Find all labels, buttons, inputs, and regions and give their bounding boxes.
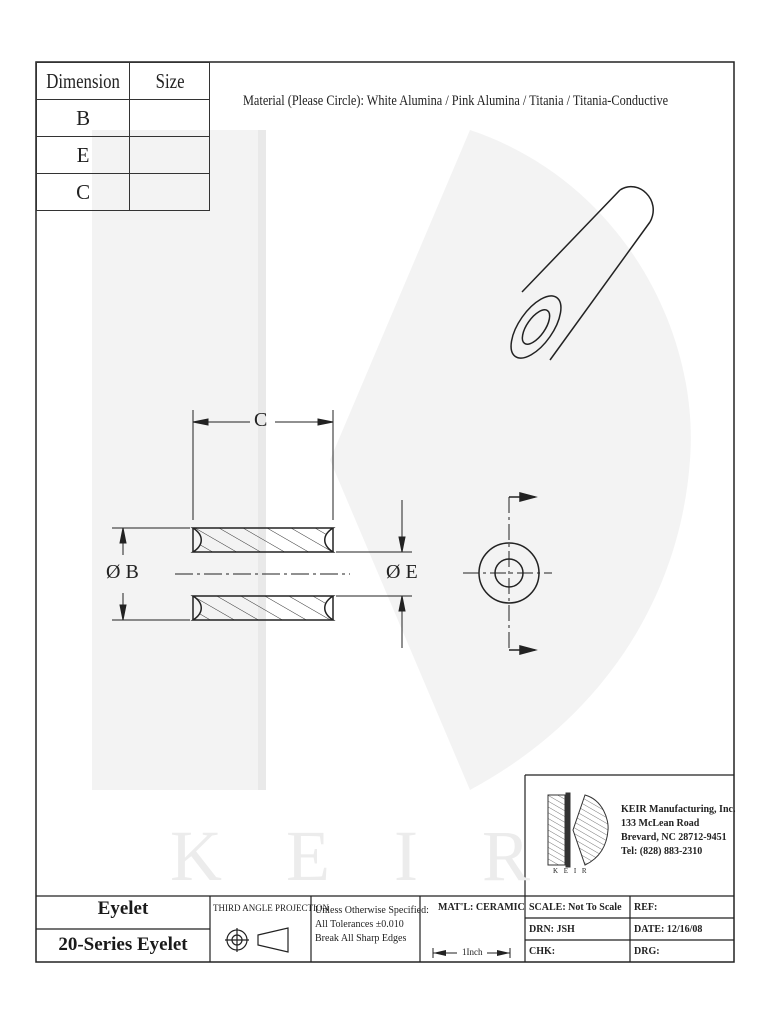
ref-field: REF:: [634, 902, 658, 913]
dimension-cell: B: [37, 100, 130, 137]
size-header: Size: [130, 63, 210, 100]
dimension-c-label: C: [254, 409, 268, 431]
dimension-cell: C: [37, 174, 130, 211]
drawing-title: Eyelet: [97, 898, 149, 919]
watermark-logo: [92, 130, 691, 790]
date-field: DATE: 12/16/08: [634, 924, 703, 935]
drawn-by-field: DRN: JSH: [529, 924, 575, 935]
size-cell[interactable]: [130, 100, 210, 137]
material-spec: MAT'L: CERAMIC: [438, 902, 525, 913]
material-selection[interactable]: Material (Please Circle): White Alumina / Pink Alumina / Titania / Titania-Conductive: [243, 93, 669, 109]
logo-text: K E I R: [553, 867, 589, 875]
checked-by-field: CHK:: [529, 946, 556, 957]
scale-field: SCALE: Not To Scale: [529, 902, 622, 913]
table-row: [37, 174, 210, 211]
size-cell[interactable]: [130, 137, 210, 174]
table-row: [37, 137, 210, 174]
dimension-header: Dimension: [37, 63, 130, 100]
table-row: [37, 100, 210, 137]
watermark-letters: [170, 815, 530, 898]
dimension-table: [36, 62, 210, 211]
watermark-letter: I: [393, 816, 418, 896]
dimension-e-label: Ø E: [386, 561, 418, 583]
watermark-letter: K: [170, 816, 222, 896]
tolerance-note-2: All Tolerances ±0.010: [315, 919, 404, 930]
drawing-number-field: DRG:: [634, 946, 660, 957]
dimension-cell: E: [37, 137, 130, 174]
tolerance-note-3: Break All Sharp Edges: [315, 933, 407, 944]
drawing-subtitle: 20-Series Eyelet: [58, 934, 188, 955]
size-cell[interactable]: [130, 174, 210, 211]
company-phone: Tel: (828) 883-2310: [621, 846, 703, 857]
watermark-letter: E: [286, 816, 330, 896]
third-angle-projection-icon: [225, 928, 288, 952]
keir-logo: [548, 793, 608, 867]
company-address-1: 133 McLean Road: [621, 818, 700, 829]
tolerance-note-1: Unless Otherwise Specified:: [315, 905, 429, 916]
watermark-letter: R: [481, 816, 530, 896]
company-name: KEIR Manufacturing, Inc.: [621, 804, 736, 815]
scale-bar-label: 1Inch: [462, 947, 483, 957]
projection-label: THIRD ANGLE PROJECTION: [213, 903, 329, 913]
company-address-2: Brevard, NC 28712-9451: [621, 832, 727, 843]
dimension-b-label: Ø B: [106, 561, 139, 583]
